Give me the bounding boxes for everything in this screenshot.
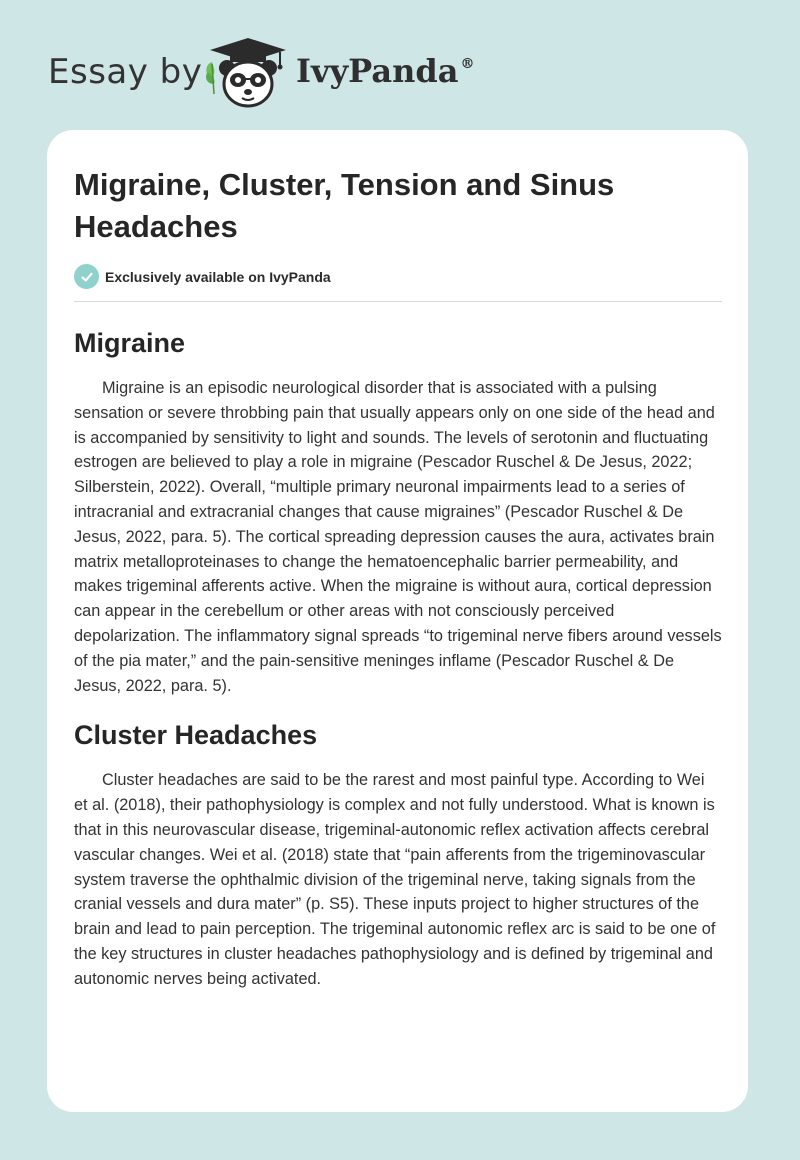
check-icon (74, 264, 99, 289)
section-paragraph-cluster: Cluster headaches are said to be the rarest and most painful type. According to Wei et al. (2018), their pathophysiology is complex and not fully understood. What is known is that in this neurovascular disease, trigeminal-autonomic reflex activation affects cerebral vascular changes. Wei et al. (2018) state that “pain afferents from the trigeminovascular system traverse the ophthalmic division of the trigeminal nerve, taking signals from the cranial vessels and dura mater” (p. S5). These inputs project to higher structures of the brain and lead to pain perception. The trigeminal autonomic reflex arc is said to be one of the key structures in cluster headaches pathophysiology and is defined by trigeminal and autonomic nerves being activated. (74, 771, 716, 988)
essay-card (47, 130, 748, 1112)
divider (74, 301, 722, 302)
section-heading-cluster: Cluster Headaches (74, 720, 318, 751)
exclusive-label: Exclusively available on IvyPanda (105, 268, 331, 285)
section-paragraph-migraine: Migraine is an episodic neurological disorder that is associated with a pulsing sensation or severe throbbing pain that usually appears only on one side of the head and is accompanied by sensitivity to light and sounds. The levels of serotonin and fluctuating estrogen are believed to play a role in migraine (Pescador Ruschel & De Jesus, 2022; Silberstein, 2022). Overall, “multiple primary neuronal impairments lead to a series of intracranial and extracranial changes that cause migraines” (Pescador Ruschel & De Jesus, 2022, para. 5). The cortical spreading depression causes the aura, activates brain matrix metalloproteinases to change the hematoencephalic barrier permeability, and makes trigeminal afferents active. When the migraine is without aura, cortical depression can appear in the cerebellum or other areas with not consciously perceived depolarization. The inflammatory signal spreads “to trigeminal nerve fibers around vessels of the pia mater,” and the pain-sensitive meninges inflame (Pescador Ruschel & De Jesus, 2022, para. 5). (74, 379, 722, 695)
panda-graduate-logo-icon (200, 34, 296, 110)
exclusive-badge (74, 264, 722, 289)
brand-name (296, 52, 474, 90)
site-header (0, 0, 800, 130)
page-title: Migraine, Cluster, Tension and Sinus Headaches (74, 167, 615, 244)
section-heading-migraine: Migraine (74, 328, 186, 358)
registered-mark: ® (460, 56, 475, 72)
essay-by-label: Essay by (48, 52, 203, 92)
brand-label: IvyPanda (296, 52, 459, 90)
